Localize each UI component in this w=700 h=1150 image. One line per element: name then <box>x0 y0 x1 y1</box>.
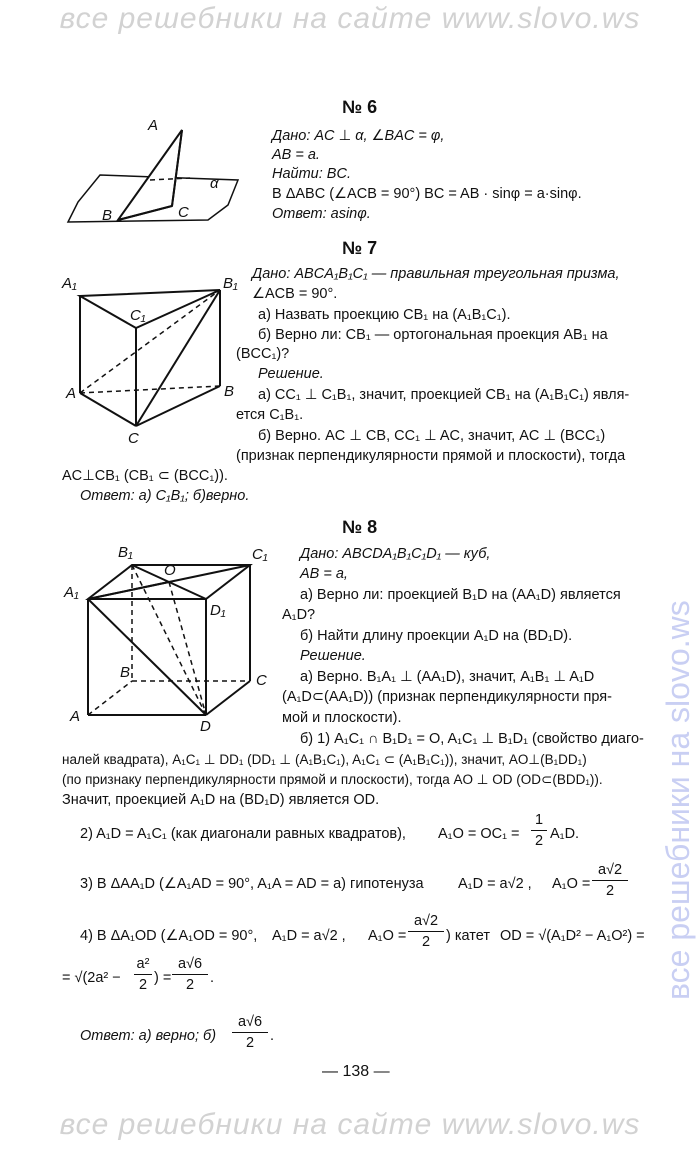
p8-step4-den: 2 <box>421 934 431 950</box>
p8-line-12: (по признаку перпендикулярности прямой и плоскости), тогда AO ⊥ OD (OD⊂(BDD₁)). <box>62 772 603 787</box>
p8-answer-den: 2 <box>245 1035 255 1051</box>
p8-answer-dot: . <box>270 1028 275 1044</box>
triangle-abc <box>118 130 182 220</box>
p8-step5-formula-c: ) = <box>154 970 172 986</box>
p7-line-11: AC⊥CB₁ (CB₁ ⊂ (BCC₁)). <box>62 468 228 484</box>
problem8-figure <box>60 535 290 735</box>
p8-step4: 4) В ΔA₁OD (∠A₁OD = 90°, <box>80 928 258 944</box>
label-C: C <box>256 672 267 689</box>
label-A: A <box>148 117 159 134</box>
problem8-title: № 8 <box>342 517 378 537</box>
p8-answer: Ответ: а) верно; б) <box>80 1028 217 1044</box>
p8-line-4: A₁D? <box>282 607 316 623</box>
frac-bar <box>531 830 547 831</box>
p8-step4-text: ) катет <box>446 928 490 944</box>
p8-line-5: б) Найти длину проекции A₁D на (BD₁D). <box>300 628 573 644</box>
label-D: D <box>200 718 211 735</box>
p7-line-8: ется C₁B₁. <box>236 407 304 423</box>
p7-line-6: Решение. <box>258 366 324 382</box>
p8-line-13: Значит, проекцией A₁D на (BD₁D) является OD. <box>62 792 380 808</box>
p8-line-2: AB = a, <box>300 566 348 582</box>
p6-line-1: Дано: AC ⊥ α, ∠BAC = φ, <box>272 128 445 144</box>
p8-line-1: Дано: ABCDA₁B₁C₁D₁ — куб, <box>300 546 491 562</box>
label-A: A <box>70 708 81 725</box>
p8-step3-formula-a: A₁D = a√2 , <box>458 876 532 892</box>
p8-step5-den: 2 <box>138 977 148 993</box>
p8-step5-formula-a: = √(2a² − <box>62 970 121 986</box>
p8-line-9: мой и плоскости). <box>282 710 402 726</box>
p8-step4-formula-b: A₁O = <box>368 928 407 944</box>
p8-step3-formula-b: A₁O = <box>552 876 591 892</box>
p7-line-9: б) Верно. AC ⊥ CB, CC₁ ⊥ AC, значит, AC ⊥ (BCC₁) <box>258 428 606 444</box>
p8-step2-num: 1 <box>534 812 544 828</box>
p7-answer: Ответ: а) C₁B₁; б)верно. <box>80 488 250 504</box>
label-A: A <box>66 385 77 402</box>
frac-bar <box>408 931 444 932</box>
problem7-title: № 7 <box>342 238 378 258</box>
p8-step5-num: a² <box>136 956 150 972</box>
p8-step2-den: 2 <box>534 833 544 849</box>
label-A1: A₁ <box>64 584 79 601</box>
p8-line-8: (A₁D⊂(AA₁D)) (признак перпендикулярности пря- <box>282 689 612 705</box>
p7-line-2: ∠ACB = 90°. <box>252 286 338 302</box>
frac-bar <box>172 974 208 975</box>
frac-bar <box>232 1032 268 1033</box>
watermark-bottom: все решебники на сайте www.slovo.ws <box>59 1108 641 1141</box>
p8-line-7: а) Верно. B₁A₁ ⊥ (AA₁D), значит, A₁B₁ ⊥ A₁D <box>300 669 595 685</box>
p8-line-6: Решение. <box>300 648 366 664</box>
label-B1: B₁ <box>118 544 133 561</box>
p8-line-3: а) Верно ли: проекцией B₁D на (AA₁D) является <box>300 587 621 603</box>
label-B1: B₁ <box>223 275 238 292</box>
label-C: C <box>128 430 139 447</box>
label-D1: D₁ <box>210 602 226 619</box>
watermark-side: все решебники на slovo.ws <box>660 600 696 1000</box>
p8-step4-formula-c: OD = √(A₁D² − A₁O²) = <box>500 928 645 944</box>
p8-line-11: налей квадрата), A₁C₁ ⊥ DD₁ (DD₁ ⊥ (A₁B₁C₁), A₁C₁ ⊂ (A₁B₁C₁)), значит, AO⊥(B₁DD₁) <box>62 752 587 767</box>
frac-bar <box>592 880 628 881</box>
label-B: B <box>120 664 131 681</box>
label-O: O <box>164 562 176 579</box>
label-C1: C₁ <box>252 546 268 563</box>
p6-line-4: В ΔABC (∠ACB = 90°) BC = AB · sinφ = a·sinφ. <box>272 186 582 202</box>
p6-line-5: Ответ: asinφ. <box>272 206 371 222</box>
p8-step4-formula-a: A₁D = a√2 , <box>272 928 346 944</box>
label-B: B <box>102 207 113 224</box>
p6-line-2: AB = a. <box>272 147 320 163</box>
p8-step2-formula: A₁O = OC₁ = <box>438 826 520 842</box>
p8-step2: 2) A₁D = A₁C₁ (как диагонали равных квадратов), <box>80 826 406 842</box>
p7-line-4: б) Верно ли: CB₁ — ортогональная проекция AB₁ на <box>258 327 608 343</box>
p7-line-10: (признак перпендикулярности прямой и плоскости), тогда <box>236 448 626 464</box>
label-C: C <box>178 204 189 221</box>
problem6-figure <box>60 110 260 240</box>
p8-step5-dot: . <box>210 970 215 986</box>
p6-line-3: Найти: BC. <box>272 166 351 182</box>
watermark-top: все решебники на сайте www.slovo.ws <box>59 2 641 35</box>
p8-step2-end: A₁D. <box>550 826 580 842</box>
frac-bar <box>134 974 152 975</box>
p8-answer-num: a√6 <box>237 1014 263 1030</box>
label-A1: A₁ <box>62 275 77 292</box>
page-number: — 138 — <box>322 1063 390 1080</box>
p8-step5-den2: 2 <box>185 977 195 993</box>
problem7-figure <box>60 268 245 448</box>
problem6-title: № 6 <box>342 97 378 117</box>
p8-step5-num2: a√6 <box>177 956 203 972</box>
label-alpha: α <box>210 175 219 192</box>
p7-line-3: а) Назвать проекцию CB₁ на (A₁B₁C₁). <box>258 307 511 323</box>
p8-step3-num: a√2 <box>597 862 623 878</box>
p8-step4-num: a√2 <box>413 913 439 929</box>
p7-line-5: (BCC₁)? <box>236 346 290 362</box>
label-B: B <box>224 383 235 400</box>
p8-step3-den: 2 <box>605 883 615 899</box>
p7-line-7: а) CC₁ ⊥ C₁B₁, значит, проекцией CB₁ на (A₁B₁C₁) явля- <box>258 387 630 403</box>
p8-line-10: б) 1) A₁C₁ ∩ B₁D₁ = O, A₁C₁ ⊥ B₁D₁ (свойство диаго- <box>300 731 644 747</box>
p8-step3: 3) В ΔAA₁D (∠A₁AD = 90°, A₁A = AD = a) гипотенуза <box>80 876 424 892</box>
p7-line-1: Дано: ABCA₁B₁C₁ — правильная треугольная призма, <box>252 266 620 282</box>
label-C1: C₁ <box>130 307 146 324</box>
